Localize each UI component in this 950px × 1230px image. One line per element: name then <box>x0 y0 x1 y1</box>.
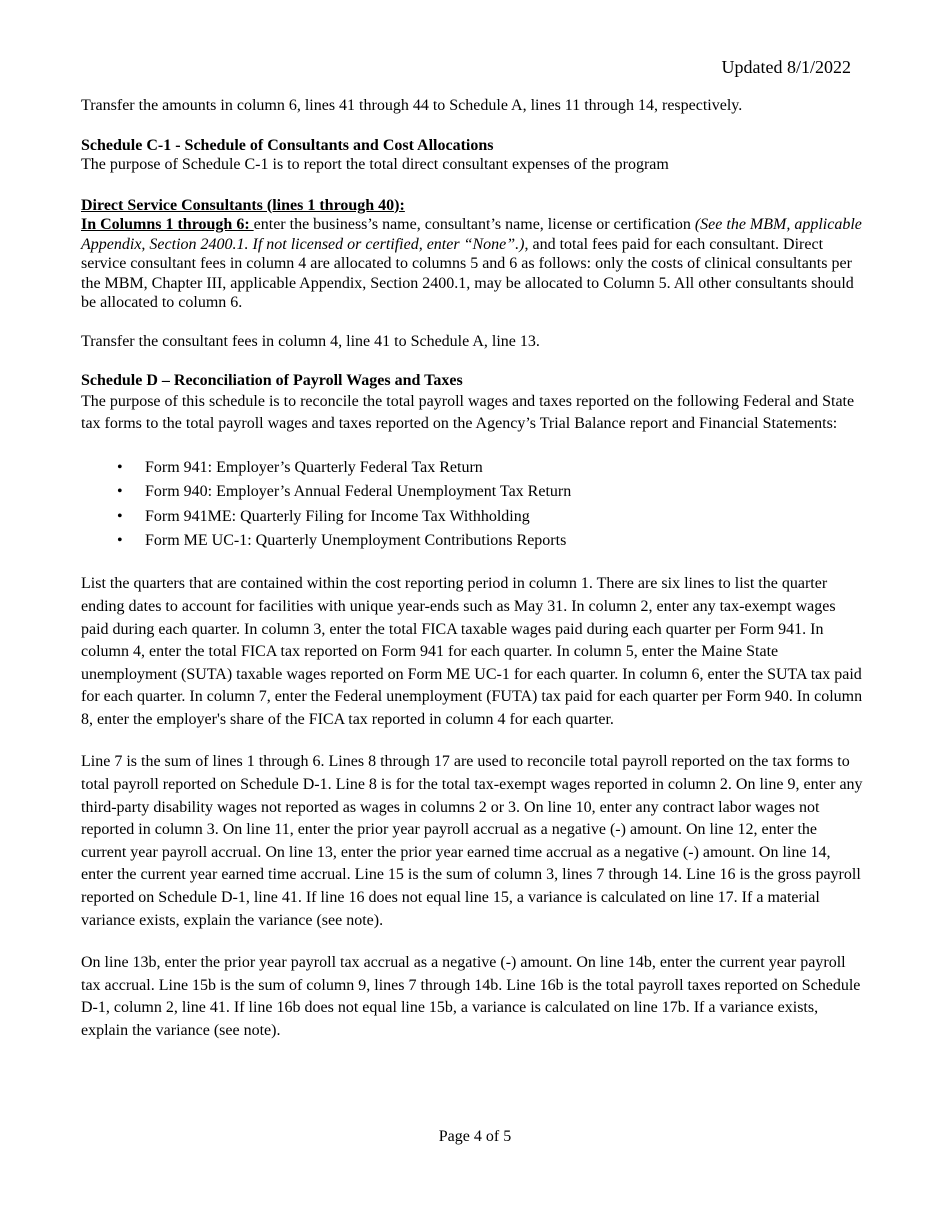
page-number: Page 4 of 5 <box>438 1128 512 1145</box>
form-941me-item: Form 941ME: Quarterly Filing for Income Tax Withholding <box>145 507 530 525</box>
list-item <box>81 456 864 480</box>
columns-text-b: , and total fees paid for each consultant. Direct service consultant fees in column 4 are allocated to columns 5 and 6 as follows: only the costs of clinical consultants per the MBM, Chapter III, applicable Appendix, Section 2400.1, may be allocated to Column 5. All other consultants should be allocated to column 6. <box>81 235 854 311</box>
bullet-icon: • <box>117 507 123 525</box>
transfer-consultant-fees-paragraph: Transfer the consultant fees in column 4, line 41 to Schedule A, line 13. <box>81 332 540 350</box>
bullet-icon: • <box>117 483 123 501</box>
page-content <box>81 96 864 1043</box>
schedule-c1-heading: Schedule C-1 - Schedule of Consultants and Cost Allocations <box>81 136 494 154</box>
direct-service-consultants-subheading: Direct Service Consultants (lines 1 through 40): <box>81 196 405 214</box>
bullet-icon: • <box>117 531 123 549</box>
columns-lead: In Columns 1 through 6: <box>81 216 254 233</box>
bullet-icon: • <box>117 458 123 476</box>
updated-date: Updated 8/1/2022 <box>721 57 851 77</box>
form-me-uc1-item: Form ME UC-1: Quarterly Unemployment Contributions Reports <box>145 531 567 549</box>
lines-reconciliation-paragraph: Line 7 is the sum of lines 1 through 6. Lines 8 through 17 are used to reconcile total payroll reported on the tax forms to total payroll reported on Schedule D-1. Line 8 is for the total tax-exempt wages reported in column 2. On line 9, enter any third-party disability wages not reported as wages in columns 2 or 3. On line 10, enter any contract labor wages not reported in column 3. On line 11, enter the prior year payroll accrual as a negative (-) amount. On line 12, enter the current year payroll accrual. On line 13, enter the prior year earned time accrual as a negative (-) amount. On line 14, enter the current year earned time accrual. Line 15 is the sum of column 3, lines 7 through 14. Line 16 is the gross payroll reported on Schedule D-1, line 41. If line 16 does not equal line 15, a variance is calculated on line 17. If a material variance exists, explain the variance (see note). <box>81 753 863 929</box>
schedule-d-heading: Schedule D – Reconciliation of Payroll Wages and Taxes <box>81 372 463 389</box>
quarters-paragraph: List the quarters that are contained within the cost reporting period in column 1. There are six lines to list the quarter ending dates to account for facilities with unique year-ends such as May 31. In column 2, enter any tax-exempt wages paid during each quarter. In column 3, enter the total FICA taxable wages paid during each quarter per Form 941. In column 4, enter the total FICA tax reported on Form 941 for each quarter. In column 5, enter the Maine State unemployment (SUTA) taxable wages reported on Form ME UC-1 for each quarter. In column 6, enter the SUTA tax paid for each quarter. In column 7, enter the Federal unemployment (FUTA) tax paid for each quarter per Form 940. In column 8, enter the employer's share of the FICA tax reported in column 4 for each quarter. <box>81 575 863 728</box>
form-941-item: Form 941: Employer’s Quarterly Federal Tax Return <box>145 458 483 476</box>
list-item <box>81 529 864 553</box>
columns-1-6-paragraph <box>81 215 864 313</box>
list-item <box>81 480 864 504</box>
schedule-c1-purpose: The purpose of Schedule C-1 is to report the total direct consultant expenses of the program <box>81 156 669 173</box>
columns-text-a: enter the business’s name, consultant’s name, license or certification <box>253 216 695 233</box>
form-940-item: Form 940: Employer’s Annual Federal Unemployment Tax Return <box>145 483 572 501</box>
list-item <box>81 505 864 529</box>
payroll-taxes-paragraph: On line 13b, enter the prior year payroll tax accrual as a negative (-) amount. On line 14b, enter the current year payroll tax accrual. Line 15b is the sum of column 9, lines 7 through 14b. Line 16b is the total payroll taxes reported on Schedule D-1, column 2, line 41. If line 16b does not equal line 15b, a variance is calculated on line 17b. If a variance exists, explain the variance (see note). <box>81 954 861 1039</box>
columns-italic-note: (See the MBM, applicable Appendix, Section 2400.1. If not licensed or certified, enter “None”.) <box>81 216 862 253</box>
schedule-d-purpose: The purpose of this schedule is to reconcile the total payroll wages and taxes reported on the following Federal and State tax forms to the total payroll wages and taxes reported on the Agency’s Trial Balance report and Financial Statements: <box>81 392 855 433</box>
tax-forms-list <box>81 456 864 554</box>
transfer-schedule-a-paragraph: Transfer the amounts in column 6, lines 41 through 44 to Schedule A, lines 11 through 14, respectively. <box>81 97 743 114</box>
